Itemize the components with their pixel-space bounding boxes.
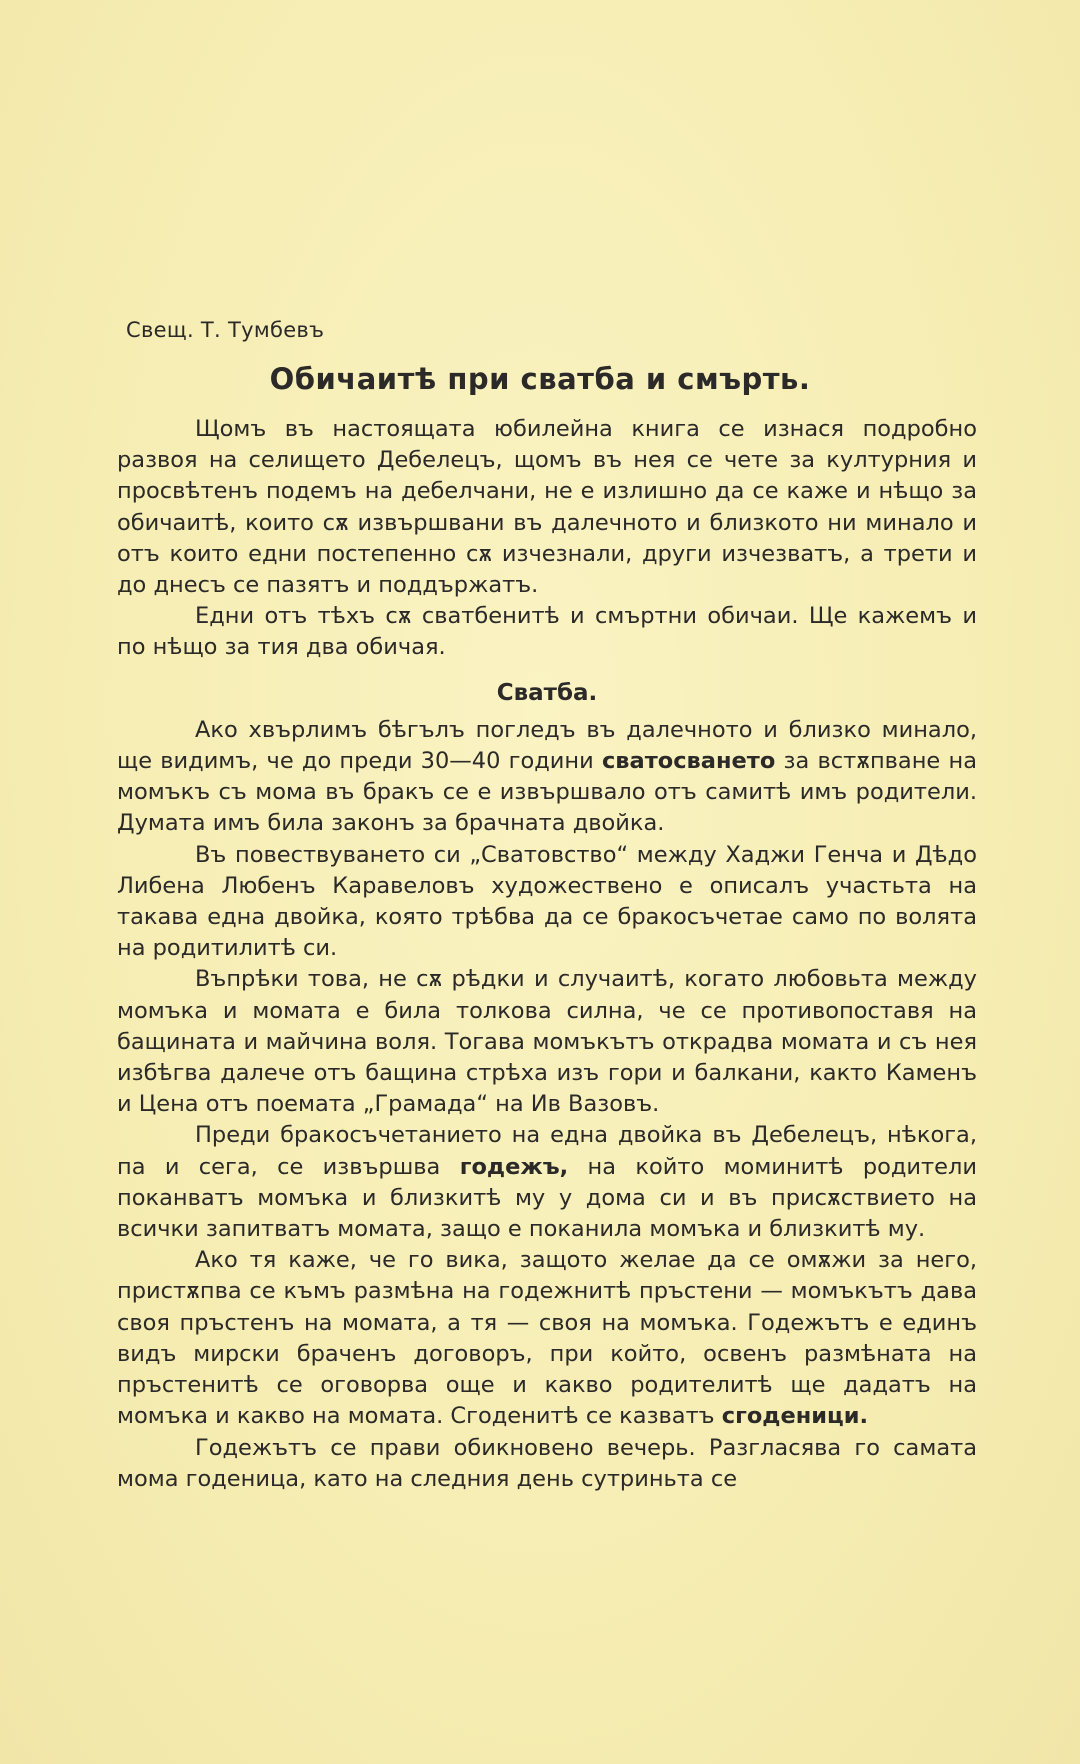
paragraph-3: Въпрѣки това, не сѫ рѣдки и случаитѣ, когато любовьта между момъка и момата е била толкова силна, че се противопоставя на бащината и майчина воля. Тогава момъкътъ открадва момата и съ нея избѣгва далече отъ бащина стрѣха изъ гори и балкани, както Каменъ и Цена отъ поемата „Грамада“ на Ив Вазовъ. bbox=[117, 966, 977, 1118]
intro-text bbox=[117, 414, 977, 1495]
section-title: Сватба. bbox=[496, 679, 598, 706]
author-line: Свещ. Т. Тумбевъ bbox=[126, 318, 325, 342]
paragraph-4: Преди бракосъчетанието на една двойка въ Дебелецъ, нѣкога, па и сега, се извършва годежъ, на който моминитѣ родители поканватъ момъка и близкитѣ му у дома си и въ присѫствието на всички запитватъ момата, защо е поканила момъка и близкитѣ му. bbox=[117, 1122, 977, 1243]
paragraph-6: Годежътъ се прави обикновено вечерь. Разгласява го самата мома годеница, като на следния день сутриньта се bbox=[117, 1434, 977, 1492]
bold-term: сватосването bbox=[601, 748, 776, 775]
article-title: Обичаитѣ при сватба и смърть. bbox=[269, 362, 811, 396]
paragraph-2: Въ повествуването си „Сватовство“ между Хаджи Генча и Дѣдо Либена Любенъ Каравеловъ художествено е описалъ участьта на такава една двойка, която трѣбва да се бракосъчетае само по волята на родитилитѣ си. bbox=[117, 841, 977, 962]
intro-paragraph-1: Щомъ въ настоящата юбилейна книга се изнася подробно развоя на селището Дебелецъ, щомъ въ нея се чете за културния и просвѣтенъ подемъ на дебелчани, не е излишно да се каже и нѣщо за обичаитѣ, които сѫ извършвани въ далечното и близкото ни минало и отъ които едни постепенно сѫ изчезнали, други изчезватъ, а трети и до днесъ се пазятъ и поддържатъ. bbox=[117, 416, 977, 599]
intro-paragraph-2: Едни отъ тѣхъ сѫ сватбенитѣ и смъртни обичаи. Ще кажемъ и по нѣщо за тия два обичая. bbox=[117, 603, 977, 661]
bold-term: годежъ, bbox=[459, 1153, 569, 1180]
paragraph-5: Ако тя каже, че го вика, защото желае да се омѫжи за него, пристѫпва се къмъ размѣна на годежнитѣ пръстени — момъкътъ дава своя пръстенъ на момата, а тя — своя на момъка. Годежътъ е единъ видъ мирски браченъ договоръ, при който, освенъ размѣната на пръстенитѣ се оговорва още и какво родителитѣ ще дадатъ на момъка и какво на момата. Сгоденитѣ се казватъ сгоденици. bbox=[117, 1247, 977, 1430]
paragraph-1: Ако хвърлимъ бѣгълъ погледъ въ далечното и близко минало, ще видимъ, че до преди 30—40 години сватосването за встѫпване на момъкъ съ мома въ бракъ се е извършвало отъ самитѣ имъ родители. Думата имъ била законъ за брачната двойка. bbox=[117, 716, 977, 837]
bold-term: сгоденици. bbox=[721, 1403, 869, 1430]
